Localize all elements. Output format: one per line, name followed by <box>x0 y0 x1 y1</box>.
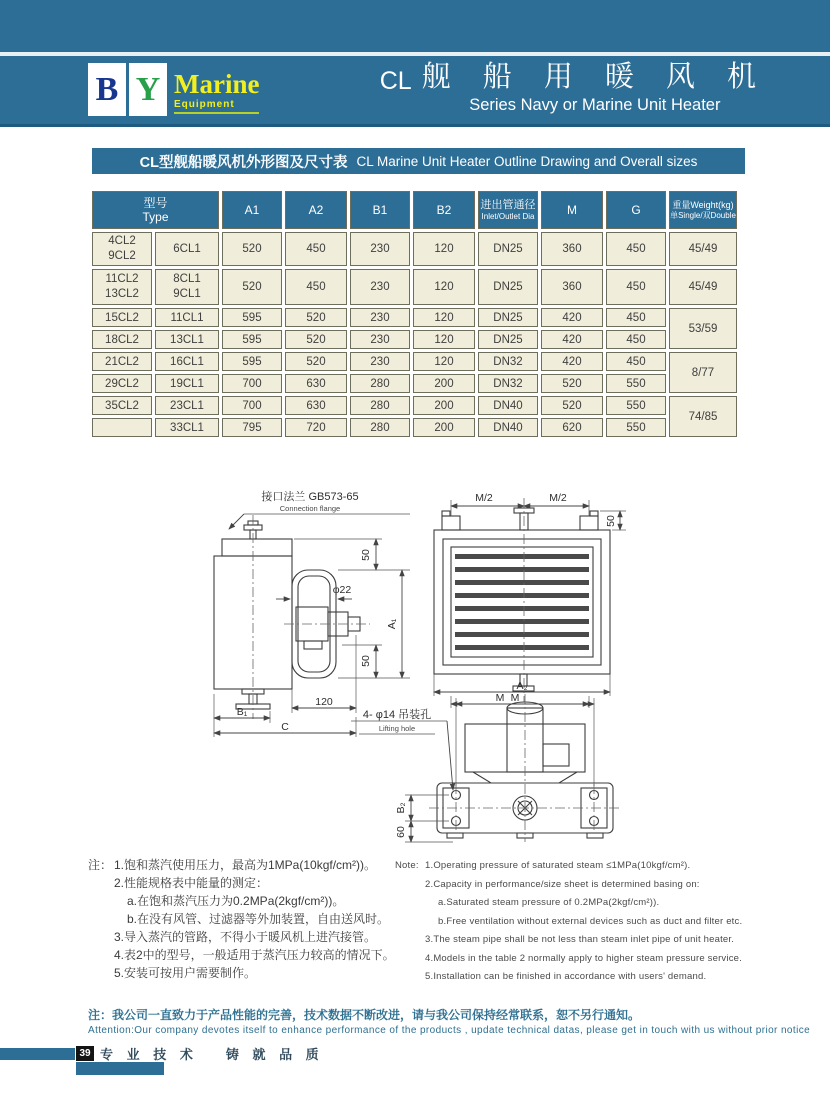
cell-b1: 280 <box>350 418 410 437</box>
dim-m2-left <box>451 492 589 516</box>
cell-b1: 230 <box>350 269 410 305</box>
cell-type1: 16CL1 <box>155 352 219 371</box>
cell-dia: DN32 <box>478 352 538 371</box>
note-line: 3.导入蒸汽的管路，不得小于暖风机上进汽接管。 <box>114 930 377 944</box>
col-header-m: M <box>541 191 603 229</box>
cell-b1: 230 <box>350 330 410 349</box>
attention-block <box>88 1007 810 1039</box>
cell-type2: 35CL2 <box>92 396 152 415</box>
cell-type1: 13CL1 <box>155 330 219 349</box>
table-row <box>92 374 737 393</box>
cell-g: 450 <box>606 269 666 305</box>
cell-m: 420 <box>541 308 603 327</box>
section-title-cn: CL型舰船暖风机外形图及尺寸表 <box>139 154 348 171</box>
section-title-bar <box>92 148 745 174</box>
table-row <box>92 232 737 266</box>
flange-label-cn: 接口法兰 GB573-65 <box>261 491 359 503</box>
col-header-dia: 进出管通径 Inlet/Outlet Dia <box>478 191 538 229</box>
cell-a2: 450 <box>285 232 347 266</box>
cell-g: 450 <box>606 232 666 266</box>
cell-g: 550 <box>606 396 666 415</box>
cell-type2: 21CL2 <box>92 352 152 371</box>
cell-m: 360 <box>541 269 603 305</box>
notes-chinese <box>88 856 429 982</box>
cell-dia: DN25 <box>478 232 538 266</box>
cell-dia: DN25 <box>478 269 538 305</box>
cell-a1: 700 <box>222 396 282 415</box>
cell-a1: 595 <box>222 352 282 371</box>
cell-b1: 230 <box>350 352 410 371</box>
col-header-b2: B2 <box>413 191 475 229</box>
company-logo <box>88 63 259 116</box>
note-line: 4.表2中的型号，一般适用于蒸汽压力较高的情况下。 <box>114 948 395 962</box>
cell-type2: 18CL2 <box>92 330 152 349</box>
note-line: 5.安装可按用户需要制作。 <box>114 966 257 980</box>
cell-type2: 4CL2 9CL2 <box>92 232 152 266</box>
cell-a1: 520 <box>222 269 282 305</box>
note-line: b.在没有风管、过滤器等外加装置，自由送风时。 <box>127 912 390 926</box>
cell-b2: 200 <box>413 396 475 415</box>
logo-equipment-text: Equipment <box>174 99 235 110</box>
svg-text:50: 50 <box>360 549 372 561</box>
logo-letter-y: Y <box>129 63 167 116</box>
cell-type1: 19CL1 <box>155 374 219 393</box>
col-header-a2: A2 <box>285 191 347 229</box>
col-header-b1: B1 <box>350 191 410 229</box>
footer-bar-left <box>0 1048 75 1060</box>
page-number: 39 <box>76 1046 94 1061</box>
dim-b1 <box>214 694 270 737</box>
cell-a2: 720 <box>285 418 347 437</box>
cell-type2: 15CL2 <box>92 308 152 327</box>
cell-dia: DN25 <box>478 308 538 327</box>
dim-phi22 <box>276 584 352 599</box>
cell-b1: 280 <box>350 396 410 415</box>
cell-weight: 8/77 <box>669 352 737 393</box>
footer-bar-under <box>76 1062 164 1075</box>
cell-b2: 120 <box>413 269 475 305</box>
cell-g: 450 <box>606 352 666 371</box>
cell-m: 520 <box>541 374 603 393</box>
svg-text:φ22: φ22 <box>332 584 352 596</box>
cell-type1: 23CL1 <box>155 396 219 415</box>
attention-cn: 注：我公司一直致力于产品性能的完善，技术数据不断改进，请与我公司保持经常联系，恕不另行通知。 <box>88 1008 641 1022</box>
header-band <box>0 56 830 127</box>
cell-b2: 120 <box>413 330 475 349</box>
dim-60 <box>395 821 453 842</box>
cell-b2: 120 <box>413 308 475 327</box>
notes-english <box>395 857 742 987</box>
svg-text:50: 50 <box>605 515 617 527</box>
cell-m: 420 <box>541 330 603 349</box>
table-header-row <box>92 191 737 229</box>
heater-side-body <box>214 521 360 709</box>
svg-text:B₁: B₁ <box>236 706 248 718</box>
cell-m: 520 <box>541 396 603 415</box>
cell-type2 <box>92 418 152 437</box>
svg-text:A₁: A₁ <box>386 618 398 630</box>
cell-type1: 33CL1 <box>155 418 219 437</box>
logo-wordmark <box>174 63 259 114</box>
cell-a1: 700 <box>222 374 282 393</box>
cell-type1: 11CL1 <box>155 308 219 327</box>
dimension-table <box>89 188 740 440</box>
col-header-type: 型号 Type <box>92 191 219 229</box>
table-row <box>92 269 737 305</box>
cell-b2: 120 <box>413 232 475 266</box>
front-view-drawing <box>418 488 638 708</box>
plan-view-drawing <box>345 690 645 848</box>
cell-dia: DN40 <box>478 396 538 415</box>
table-row <box>92 330 737 349</box>
flange-label-en: Connection flange <box>279 504 341 513</box>
cell-b1: 280 <box>350 374 410 393</box>
svg-text:50: 50 <box>360 655 372 667</box>
cell-a2: 450 <box>285 269 347 305</box>
col-header-weight: 重量Weight(kg) 单Single/双Double <box>669 191 737 229</box>
series-code: CL <box>379 67 412 95</box>
heater-front-body <box>434 508 610 691</box>
title-english: Series Navy or Marine Unit Heater <box>469 96 721 114</box>
cell-m: 360 <box>541 232 603 266</box>
cell-type2: 11CL2 13CL2 <box>92 269 152 305</box>
lifting-hole-label-en: Lifting hole <box>378 724 416 733</box>
table-row <box>92 418 737 437</box>
note-line: 1.Operating pressure of saturated steam ≤1MPa(10kgf/cm²). <box>425 860 691 871</box>
cell-m: 620 <box>541 418 603 437</box>
cell-dia: DN25 <box>478 330 538 349</box>
dim-50-top <box>294 539 410 570</box>
dim-50-bottom <box>342 645 382 678</box>
cell-g: 550 <box>606 418 666 437</box>
cell-b2: 200 <box>413 418 475 437</box>
cell-weight: 45/49 <box>669 232 737 266</box>
footer-slogan-1: 专 业 技 术 <box>100 1047 198 1062</box>
logo-marine-text: Marine <box>174 69 260 99</box>
cell-a2: 520 <box>285 308 347 327</box>
svg-text:60: 60 <box>395 826 407 838</box>
note-line: 3.The steam pipe shall be not less than steam inlet pipe of unit heater. <box>425 934 735 945</box>
top-margin-band <box>0 0 830 52</box>
notes-en-label: Note: <box>395 860 419 871</box>
cell-b1: 230 <box>350 308 410 327</box>
svg-text:M/2: M/2 <box>475 492 493 504</box>
cell-a1: 520 <box>222 232 282 266</box>
cell-a2: 520 <box>285 330 347 349</box>
col-header-g: G <box>606 191 666 229</box>
cell-type1: 8CL1 9CL1 <box>155 269 219 305</box>
dim-b2 <box>395 795 449 821</box>
dim-50 <box>600 511 626 530</box>
svg-text:M: M <box>510 692 520 704</box>
note-line: a.Saturated steam pressure of 0.2MPa(2kgf/cm²)). <box>438 897 660 908</box>
page-title <box>380 60 768 116</box>
svg-text:120: 120 <box>315 696 333 708</box>
note-line: 5.Installation can be finished in accordance with users' demand. <box>425 971 707 982</box>
col-header-a1: A1 <box>222 191 282 229</box>
svg-text:B₂: B₂ <box>395 802 407 814</box>
cell-dia: DN32 <box>478 374 538 393</box>
svg-text:A₂: A₂ <box>516 680 528 692</box>
svg-text:C: C <box>281 721 289 733</box>
dim-c <box>214 717 356 737</box>
svg-text:M: M <box>495 692 505 704</box>
cell-dia: DN40 <box>478 418 538 437</box>
cell-a1: 595 <box>222 330 282 349</box>
cell-weight: 53/59 <box>669 308 737 349</box>
cell-a2: 630 <box>285 374 347 393</box>
table-row <box>92 308 737 327</box>
lifting-hole-label-cn: 4- φ14 吊装孔 <box>362 709 432 721</box>
cell-a2: 520 <box>285 352 347 371</box>
cell-weight: 45/49 <box>669 269 737 305</box>
footer-slogan-2: 铸 就 品 质 <box>225 1047 324 1062</box>
cell-b2: 200 <box>413 374 475 393</box>
cell-g: 450 <box>606 308 666 327</box>
cell-type1: 6CL1 <box>155 232 219 266</box>
table-row <box>92 396 737 415</box>
note-line: 2.性能规格表中能量的测定： <box>114 876 269 890</box>
section-title-en: CL Marine Unit Heater Outline Drawing and Overall sizes <box>356 153 698 169</box>
cell-a1: 595 <box>222 308 282 327</box>
cell-a1: 795 <box>222 418 282 437</box>
cell-b2: 120 <box>413 352 475 371</box>
logo-letter-b: B <box>88 63 126 116</box>
note-line: 1.饱和蒸汽使用压力，最高为1MPa(10kgf/cm²))。 <box>114 858 377 872</box>
note-line: a.在饱和蒸汽压力为0.2MPa(2kgf/cm²))。 <box>127 894 345 908</box>
louver-slats <box>455 554 589 650</box>
cell-g: 450 <box>606 330 666 349</box>
cell-m: 420 <box>541 352 603 371</box>
svg-text:M/2: M/2 <box>549 492 567 504</box>
cell-type2: 29CL2 <box>92 374 152 393</box>
note-line: 4.Models in the table 2 normally apply to higher steam pressure service. <box>425 952 742 964</box>
title-chinese: 舰 船 用 暖 风 机 <box>421 61 768 93</box>
cell-a2: 630 <box>285 396 347 415</box>
notes-cn-label: 注： <box>88 858 113 872</box>
table-row <box>92 352 737 371</box>
note-line: b.Free ventilation without external devices such as duct and filter etc. <box>438 915 743 927</box>
cell-weight: 74/85 <box>669 396 737 437</box>
attention-en: Attention:Our company devotes itself to enhance performance of the products , update technical datas, please get in touch with us without prior notice <box>88 1025 811 1036</box>
dim-m2-right <box>524 492 589 506</box>
cell-b1: 230 <box>350 232 410 266</box>
footer-slogan <box>100 1044 324 1063</box>
cell-g: 550 <box>606 374 666 393</box>
note-line: 2.Capacity in performance/size sheet is determined basing on: <box>425 878 700 890</box>
